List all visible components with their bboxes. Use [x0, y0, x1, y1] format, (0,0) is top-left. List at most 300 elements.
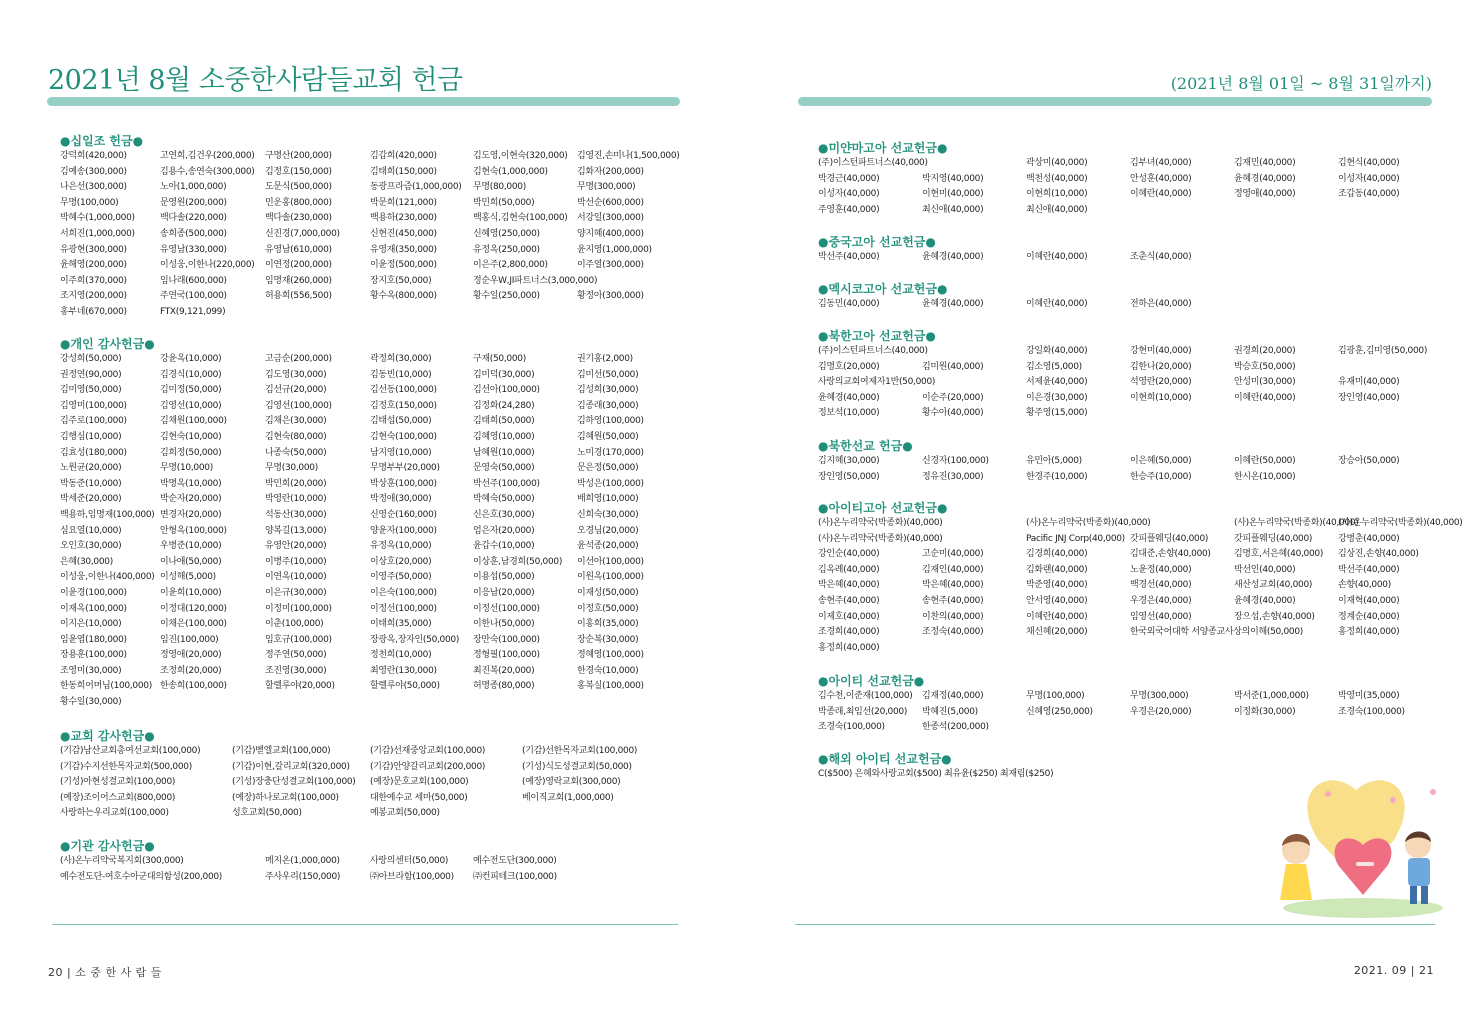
- donor-entry: 이상호(20,000): [370, 556, 432, 567]
- donor-entry: (기감)남산교회총여선교회(100,000): [60, 746, 201, 756]
- donor-entry: 박선주(100,000): [473, 478, 540, 489]
- donor-entry: 김미원(40,000): [922, 361, 984, 372]
- donor-entry: 허용희(556,500): [265, 291, 332, 302]
- donor-entry: 정영애(20,000): [160, 650, 222, 661]
- donor-entry: 이정선(100,000): [473, 603, 540, 614]
- donor-entry: 이정화(30,000): [1234, 706, 1296, 717]
- donor-entry: 한동희어머님(100,000): [60, 681, 152, 692]
- donor-entry: 이재혁(40,000): [1338, 595, 1400, 606]
- donor-entry: 이찬의(40,000): [922, 611, 984, 622]
- donor-row: [818, 563, 1400, 579]
- donor-entry: 윤혜경(40,000): [922, 252, 984, 262]
- donor-row: [60, 760, 632, 776]
- donor-entry: 박종래,최임선(20,000): [818, 706, 908, 717]
- donor-entry: 강일화(40,000): [1026, 346, 1088, 356]
- donor-row: [60, 695, 155, 711]
- donor-row: [60, 352, 633, 368]
- donor-entry: 김태희(150,000): [370, 166, 437, 177]
- section-myanmar-orphan: [818, 140, 1400, 218]
- donor-row: [818, 516, 1463, 532]
- donor-entry: 강성희(50,000): [60, 354, 122, 364]
- donor-entry: 유정옥(250,000): [473, 244, 540, 255]
- donor-entry: 채신혜(20,000): [1026, 627, 1088, 638]
- donor-entry: 무명(80,000): [473, 182, 526, 193]
- section-title: ●북한고아 선교헌금●: [818, 329, 936, 343]
- donor-entry: 한송희(100,000): [160, 681, 227, 692]
- donor-entry: (기성)식도성결교회(50,000): [522, 761, 632, 772]
- donor-row: [818, 532, 1400, 548]
- donor-entry: 이영주(50,000): [370, 572, 432, 583]
- donor-entry: 나은선(300,000): [60, 182, 127, 193]
- donor-entry: 김재정(40,000): [922, 691, 984, 701]
- donor-entry: 메지온(1,000,000): [265, 856, 340, 866]
- donor-entry: (사)온누리약국(박종화)(40,000): [818, 533, 943, 544]
- donor-entry: 김명호,서은혜(40,000): [1234, 549, 1324, 560]
- donor-entry: 이재성(50,000): [577, 587, 639, 598]
- donor-entry: (사)온누리약국(박종화)(40,000): [1338, 518, 1463, 528]
- donor-entry: 유광현(300,000): [60, 244, 127, 255]
- donor-entry: 박혜숙(50,000): [473, 494, 535, 505]
- donor-row: [818, 187, 1400, 203]
- donor-entry: 변경자(20,000): [160, 509, 222, 520]
- donor-entry: (사)온누리약국(박종화)(40,000): [1026, 518, 1151, 528]
- donor-entry: 정천희(10,000): [370, 650, 432, 661]
- donor-entry: 양복길(13,000): [265, 525, 327, 536]
- donor-entry: 송현주(40,000): [922, 595, 984, 606]
- donor-entry: 이홍희(35,000): [577, 619, 639, 630]
- donor-entry: 이성웅,이한나(220,000): [160, 260, 255, 271]
- donor-entry: 김영미(100,000): [60, 400, 127, 411]
- donor-entry: 임윤엽(180,000): [60, 634, 127, 645]
- donor-entry: 정주연(50,000): [265, 650, 327, 661]
- donor-entry: 사랑의센터(50,000): [370, 856, 449, 866]
- donor-entry: 박준영(40,000): [1026, 580, 1088, 591]
- donor-entry: 김예송(300,000): [60, 166, 127, 177]
- donor-entry: 김도영,이현숙(320,000): [473, 151, 568, 161]
- donor-entry: 정영애(40,000): [1234, 189, 1296, 200]
- donor-entry: 정순우W,JI파트너스(3,000,000): [473, 275, 598, 286]
- donor-entry: 신혜영(250,000): [1026, 706, 1093, 717]
- donor-entry: 김영진,손미나(1,500,000): [577, 151, 680, 161]
- donor-entry: ㈜아브라함(100,000): [370, 871, 454, 882]
- donor-entry: 무명(300,000): [1130, 691, 1189, 701]
- donor-entry: 구명산(200,000): [265, 151, 332, 161]
- donor-entry: 유영안(20,000): [265, 541, 327, 552]
- donor-entry: 박영미(35,000): [1338, 691, 1400, 701]
- donor-entry: 장광옥,장자인(50,000): [370, 634, 460, 645]
- donor-entry: 이나애(50,000): [160, 556, 222, 567]
- section-nkorea-mission: [818, 438, 1400, 485]
- donor-entry: 장용훈(100,000): [60, 650, 127, 661]
- donor-entry: 이지은(10,000): [60, 619, 122, 630]
- section-title: ●해외 아이티 선교헌금●: [818, 752, 952, 766]
- donor-entry: 조춘식(40,000): [1130, 252, 1192, 262]
- donor-entry: 이혜란(40,000): [1026, 299, 1088, 309]
- donor-row: [818, 172, 1400, 188]
- donor-entry: 최영란(130,000): [370, 665, 437, 676]
- donor-row: [60, 414, 644, 430]
- donor-entry: 갓피플웨딩(40,000): [1130, 533, 1209, 544]
- donor-entry: 정계순(40,000): [1338, 611, 1400, 622]
- donor-entry: (예장)영락교회(300,000): [522, 777, 621, 788]
- donor-entry: 장순복(30,000): [577, 634, 639, 645]
- donor-entry: 사랑의교회여제자1반(50,000): [818, 377, 936, 388]
- donor-entry: 이주희(370,000): [60, 275, 127, 286]
- donor-entry: 서제윤(40,000): [1026, 377, 1088, 388]
- donor-entry: 박승호(50,000): [1234, 361, 1296, 372]
- donor-entry: 이제호(40,000): [818, 611, 880, 622]
- page-title: 2021년 8월 소중한사람들교회 헌금: [48, 65, 463, 96]
- donor-row: [60, 227, 644, 243]
- donor-entry: 홍부네(670,000): [60, 306, 127, 317]
- donor-entry: 박혜진(5,000): [922, 706, 978, 717]
- donor-row: [60, 508, 639, 524]
- donor-entry: 이정미(100,000): [265, 603, 332, 614]
- donor-entry: 김현숙(10,000): [160, 431, 222, 442]
- donor-entry: 박서준(1,000,000): [1234, 691, 1309, 701]
- donor-entry: 강인순(40,000): [818, 549, 880, 560]
- donor-entry: 김정화(24,280): [473, 400, 535, 411]
- donor-entry: 김한나(20,000): [1130, 361, 1192, 372]
- donor-row: [60, 664, 639, 680]
- donor-entry: 문은정(50,000): [577, 463, 639, 474]
- donor-entry: 김선동(100,000): [370, 385, 437, 396]
- donor-entry: 황정아(300,000): [577, 291, 644, 302]
- donor-entry: 유영남(330,000): [160, 244, 227, 255]
- donor-row: [818, 705, 1405, 721]
- donor-entry: 이은규(30,000): [265, 587, 327, 598]
- donor-entry: 박순자(20,000): [160, 494, 222, 505]
- donor-entry: 신혜영(250,000): [473, 228, 540, 239]
- donor-row: [818, 344, 1428, 360]
- donor-entry: (기감)이현,갈리교회(320,000): [232, 761, 350, 772]
- donor-entry: 한경숙(10,000): [577, 665, 639, 676]
- donor-entry: 이은혜(50,000): [1130, 456, 1192, 466]
- section-title: ●개인 감사헌금●: [60, 337, 155, 351]
- donor-entry: 석영란(20,000): [1130, 377, 1192, 388]
- donor-entry: 김현숙(1,000,000): [473, 166, 548, 177]
- donor-row: [818, 391, 1400, 407]
- donor-row: [60, 492, 639, 508]
- page-footer-left: 20 | 소 중 한 사 람 들: [48, 966, 162, 979]
- donor-entry: 이혜란(40,000): [1026, 611, 1088, 622]
- donor-entry: (사)온누리약국(박종화)(40,000): [818, 518, 943, 528]
- donor-row: [60, 870, 557, 886]
- donor-entry: 김수천,이준재(100,000): [818, 691, 913, 701]
- donor-entry: 이현미(40,000): [922, 189, 984, 200]
- donor-entry: 김미선(50,000): [577, 369, 639, 380]
- donor-row: [818, 454, 1400, 470]
- donor-entry: 새산성교회(40,000): [1234, 580, 1313, 591]
- donor-entry: 박성은(100,000): [577, 478, 644, 489]
- donor-row: [818, 578, 1391, 594]
- donor-entry: 정보석(10,000): [818, 408, 880, 419]
- donor-entry: 주영훈(40,000): [818, 204, 880, 215]
- donor-row: [60, 775, 621, 791]
- donor-entry: 한경주(10,000): [1026, 471, 1088, 482]
- donor-row: [60, 806, 440, 822]
- donor-entry: 박동준(10,000): [60, 478, 122, 489]
- donor-entry: 이정선(100,000): [370, 603, 437, 614]
- donor-entry: 최신애(40,000): [922, 204, 984, 215]
- donor-entry: 노미경(170,000): [577, 447, 644, 458]
- donor-entry: 윤석종(20,000): [577, 541, 639, 552]
- donor-entry: 이혜란(50,000): [1234, 456, 1296, 466]
- donor-entry: 할렐루야(50,000): [370, 681, 440, 692]
- section-personal-thanks: [60, 336, 644, 711]
- bottom-divider: [52, 924, 678, 925]
- donor-entry: 황수일(30,000): [60, 697, 122, 708]
- donor-entry: 이연정(200,000): [265, 260, 332, 271]
- donor-entry: 예수전도단(300,000): [473, 856, 557, 866]
- donor-entry: 신영순(160,000): [370, 509, 437, 520]
- donor-entry: 노아(1,000,000): [160, 182, 227, 193]
- donor-entry: 박선인(40,000): [1234, 564, 1296, 575]
- section-mexico-orphan: [818, 281, 1192, 313]
- donor-entry: 서강일(300,000): [577, 213, 644, 224]
- donor-row: [60, 744, 638, 760]
- donor-entry: 이춘(100,000): [265, 619, 324, 630]
- donor-entry: 이연옥(10,000): [265, 572, 327, 583]
- donor-entry: 윤혜경(40,000): [922, 299, 984, 309]
- donor-entry: 강병춘(40,000): [1338, 533, 1400, 544]
- donor-row: [818, 641, 947, 657]
- donor-row: [60, 399, 639, 415]
- donor-row: [60, 648, 644, 664]
- donor-entry: 엄은자(20,000): [473, 525, 535, 536]
- donor-entry: 윤갑수(10,000): [473, 541, 535, 552]
- donor-entry: 대한예수교 세마(50,000): [370, 792, 468, 803]
- donor-row: [60, 617, 639, 633]
- period-subtitle: (2021년 8월 01일 ~ 8월 31일까지): [1170, 74, 1432, 93]
- donor-row: [60, 791, 614, 807]
- donor-entry: 유영재(350,000): [370, 244, 437, 255]
- donor-entry: 이성자(40,000): [1338, 173, 1400, 184]
- donor-entry: 베이직교회(1,000,000): [522, 792, 614, 803]
- donor-entry: 조진영(30,000): [265, 665, 327, 676]
- donor-entry: 남혜원(10,000): [473, 447, 535, 458]
- donor-entry: 김정호(150,000): [265, 166, 332, 177]
- donor-entry: 손향(40,000): [1338, 580, 1391, 591]
- donor-row: [60, 368, 639, 384]
- donor-row: [818, 720, 989, 736]
- donor-row: [818, 689, 1400, 705]
- donor-entry: 박혜수(1,000,000): [60, 213, 135, 224]
- donor-entry: 갓피플웨딩(40,000): [1234, 533, 1313, 544]
- donor-row: [60, 430, 639, 446]
- donor-row: [818, 375, 1400, 391]
- donor-entry: 홍복실(100,000): [577, 681, 644, 692]
- donor-entry: 주연국(100,000): [160, 291, 227, 302]
- donor-row: [818, 203, 1088, 219]
- donor-entry: 박문희(121,000): [370, 197, 437, 208]
- title-underline-bar: [47, 97, 680, 106]
- donor-entry: C($500) 은혜와사랑교회($500) 최유윤($250) 최재림($250): [818, 769, 1054, 779]
- donor-entry: 박명옥(10,000): [160, 478, 222, 489]
- donor-entry: 김영선(10,000): [160, 400, 222, 411]
- donor-entry: 김행심(10,000): [60, 431, 122, 442]
- donor-row: [60, 633, 639, 649]
- donor-entry: 박세준(20,000): [60, 494, 122, 505]
- donor-entry: 한승주(10,000): [1130, 471, 1192, 482]
- donor-entry: 유영남(610,000): [265, 244, 332, 255]
- donor-entry: 김명호(20,000): [818, 361, 880, 372]
- donor-entry: 김효성(180,000): [60, 447, 127, 458]
- donor-entry: 이응남(20,000): [473, 587, 535, 598]
- donor-row: [60, 602, 639, 618]
- donor-entry: 유재미(40,000): [1338, 377, 1400, 388]
- donor-entry: 이한나(50,000): [473, 619, 535, 630]
- donor-entry: 정혜영(100,000): [577, 650, 644, 661]
- donor-entry: 정유진(30,000): [922, 471, 984, 482]
- donor-entry: 김소영(5,000): [1026, 361, 1082, 372]
- section-title: ●북한선교 헌금●: [818, 439, 913, 453]
- donor-entry: 나종숙(50,000): [265, 447, 327, 458]
- donor-entry: (사)온누리약국복지회(300,000): [60, 856, 184, 866]
- donor-entry: 김채은(30,000): [265, 416, 327, 427]
- donor-entry: FTX(9,121,099): [160, 306, 226, 317]
- donor-row: [60, 165, 644, 181]
- donor-entry: 무명(100,000): [60, 197, 119, 208]
- section-tithe: [60, 133, 680, 321]
- donor-entry: 민운홍(800,000): [265, 197, 332, 208]
- section-china-orphan: [818, 234, 1192, 266]
- donor-entry: 곽정희(30,000): [370, 354, 432, 364]
- donor-entry: 이태희(35,000): [370, 619, 432, 630]
- donor-entry: 고순미(40,000): [922, 549, 984, 560]
- donor-entry: 박정애(30,000): [370, 494, 432, 505]
- donor-entry: 김미영(50,000): [60, 385, 122, 396]
- donor-entry: 오경님(20,000): [577, 525, 639, 536]
- donor-entry: 강덕희(420,000): [60, 151, 127, 161]
- donor-row: [818, 360, 1296, 376]
- donor-entry: 서희진(1,000,000): [60, 228, 135, 239]
- donor-entry: 이원옥(100,000): [577, 572, 644, 583]
- donor-entry: 임호규(100,000): [265, 634, 332, 645]
- donor-entry: 안형옥(100,000): [160, 525, 227, 536]
- donor-entry: 김성희(30,000): [577, 385, 639, 396]
- donor-entry: 노원균(20,000): [60, 463, 122, 474]
- donor-entry: 이윤희(10,000): [160, 587, 222, 598]
- donor-entry: 권기홍(2,000): [577, 354, 633, 364]
- donor-row: [818, 594, 1400, 610]
- donor-row: [60, 383, 639, 399]
- donor-entry: 이정대(120,000): [160, 603, 227, 614]
- donor-entry: 석동산(30,000): [265, 509, 327, 520]
- donor-entry: 김채원(100,000): [160, 416, 227, 427]
- donor-entry: 김현식(40,000): [1338, 158, 1400, 168]
- donor-entry: 황수옥(800,000): [370, 291, 437, 302]
- donor-entry: 노윤정(40,000): [1130, 564, 1192, 575]
- donor-entry: 김재민(40,000): [1234, 158, 1296, 168]
- donor-entry: 김재인(40,000): [922, 564, 984, 575]
- section-title: ●아이티고아 선교헌금●: [818, 501, 948, 515]
- donor-entry: 신진경(7,000,000): [265, 228, 340, 239]
- donor-entry: 고연희,김건우(200,000): [160, 151, 255, 161]
- donor-entry: 장인영(50,000): [818, 471, 880, 482]
- donor-entry: 김현숙(80,000): [265, 431, 327, 442]
- donor-entry: 김화자(200,000): [577, 166, 644, 177]
- donor-entry: 이상훈,남경희(50,000): [473, 556, 563, 567]
- donor-entry: 무명(300,000): [577, 182, 636, 193]
- donor-row: [60, 524, 639, 540]
- donor-entry: 안성훈(40,000): [1130, 173, 1192, 184]
- donor-entry: 김선아(100,000): [473, 385, 540, 396]
- donor-entry: 장만숙(100,000): [473, 634, 540, 645]
- donor-entry: 이채은(100,000): [160, 619, 227, 630]
- donor-entry: 김옥례(40,000): [818, 564, 880, 575]
- donor-entry: 정형필(100,000): [473, 650, 540, 661]
- donor-entry: 권경희(20,000): [1234, 346, 1296, 356]
- donor-row: [818, 297, 1192, 313]
- donor-entry: 윤혜경(40,000): [818, 392, 880, 403]
- donor-entry: (기성)장충단성결교회(100,000): [232, 777, 356, 788]
- donor-entry: 무명(30,000): [265, 463, 318, 474]
- section-title: ●십일조 헌금●: [60, 134, 144, 148]
- donor-entry: 윤지영(1,000,000): [577, 244, 652, 255]
- donor-row: [60, 555, 644, 571]
- donor-entry: 김미덕(30,000): [473, 369, 535, 380]
- donor-entry: 신희숙(30,000): [577, 509, 639, 520]
- donor-entry: 허명종(80,000): [473, 681, 535, 692]
- donor-entry: 윤해영(200,000): [60, 260, 127, 271]
- donor-row: [818, 625, 1400, 641]
- donor-row: [818, 470, 1296, 486]
- donor-entry: 권정연(90,000): [60, 369, 122, 380]
- donor-entry: 무명(10,000): [160, 463, 213, 474]
- donor-entry: 장승아(50,000): [1338, 456, 1400, 466]
- donor-entry: 우경은(20,000): [1130, 706, 1192, 717]
- donor-entry: 김하영(100,000): [577, 416, 644, 427]
- donor-entry: 김태섭(50,000): [370, 416, 432, 427]
- donor-entry: 조경숙(100,000): [818, 722, 885, 733]
- donor-entry: 조경숙(100,000): [1338, 706, 1405, 717]
- donor-entry: 무명부부(20,000): [370, 463, 440, 474]
- donor-entry: (기감)벧엘교회(100,000): [232, 746, 331, 756]
- donor-row: [60, 211, 644, 227]
- donor-entry: 장인영(40,000): [1338, 392, 1400, 403]
- donor-entry: (기성)아현성결교회(100,000): [60, 777, 176, 788]
- donor-entry: 이성해(5,000): [160, 572, 216, 583]
- donor-entry: 유민아(5,000): [1026, 456, 1082, 466]
- section-title: ●교회 감사헌금●: [60, 729, 155, 743]
- donor-entry: 이정호(50,000): [577, 603, 639, 614]
- donor-entry: 문영원(200,000): [160, 197, 227, 208]
- donor-entry: 백천성(40,000): [1026, 173, 1088, 184]
- donor-entry: 김주로(100,000): [60, 416, 127, 427]
- page-footer-right: 2021. 09 | 21: [1353, 964, 1434, 977]
- section-nkorea-orphan: [818, 328, 1428, 422]
- donor-row: [818, 156, 1400, 172]
- donor-row: [60, 149, 680, 165]
- donor-entry: 김종래(30,000): [577, 400, 639, 411]
- donor-entry: 한시온(10,000): [1234, 471, 1296, 482]
- donor-entry: 이주열(300,000): [577, 260, 644, 271]
- donor-entry: 은혜(30,000): [60, 556, 113, 567]
- donor-entry: Pacific JNJ Corp(40,000): [1026, 533, 1125, 544]
- donor-row: [60, 243, 652, 259]
- donor-entry: 고금순(200,000): [265, 354, 332, 364]
- donor-entry: 유정옥(10,000): [370, 541, 432, 552]
- donor-entry: 송현주(40,000): [818, 595, 880, 606]
- donor-entry: 전하은(40,000): [1130, 299, 1192, 309]
- donor-entry: 김광훈,김미영(50,000): [1338, 346, 1428, 356]
- donor-entry: 박영란(10,000): [265, 494, 327, 505]
- donor-entry: (기감)안양갈리교회(200,000): [370, 761, 486, 772]
- donor-entry: 백다솔(230,000): [265, 213, 332, 224]
- donor-entry: 박경근(40,000): [818, 173, 880, 184]
- donor-entry: 김도영(30,000): [265, 369, 327, 380]
